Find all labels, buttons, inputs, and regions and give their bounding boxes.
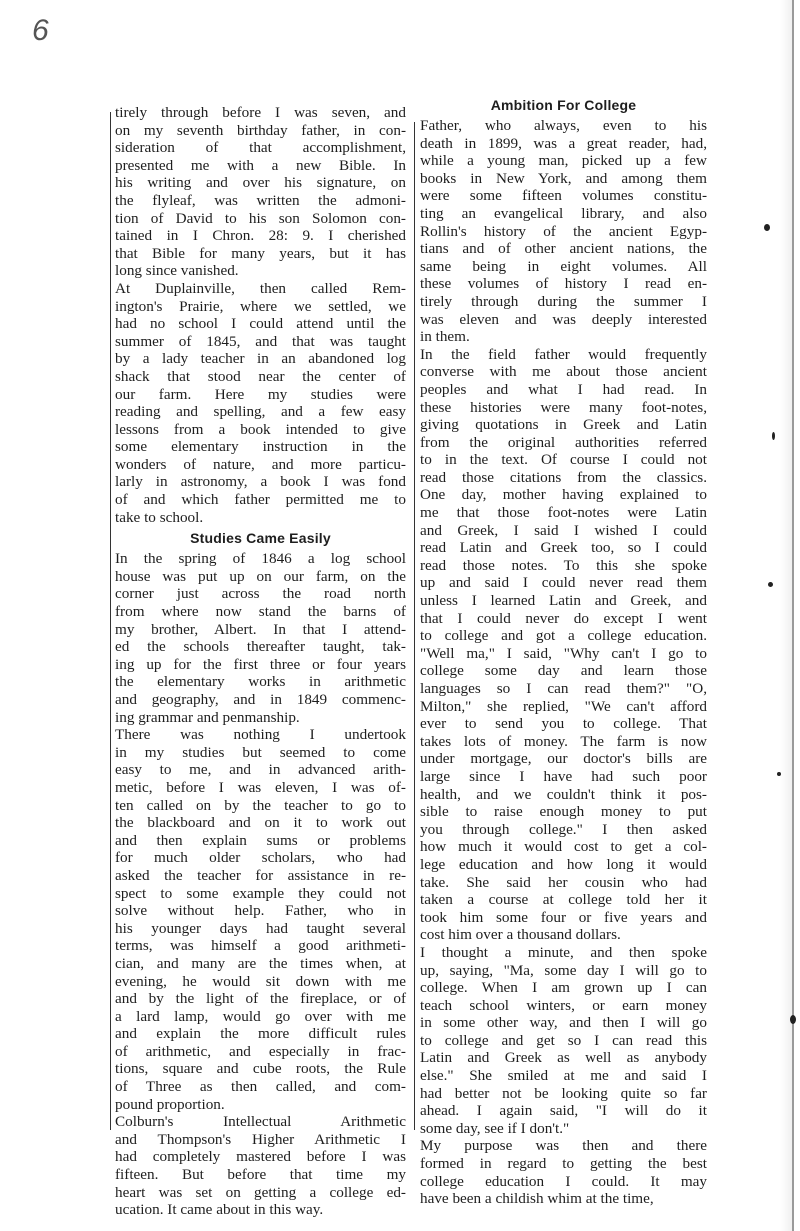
text-line: tirely through before I was seven, and xyxy=(115,104,406,121)
text-line: cost him over a thousand dollars. xyxy=(420,926,621,944)
text-line: of and which father permitted me to xyxy=(115,491,406,509)
text-line: In the field father would frequently xyxy=(420,345,707,363)
text-line: unless I learned Latin and Greek, and xyxy=(420,592,707,610)
text-line: ing grammar and penmanship. xyxy=(115,708,300,726)
text-line: metic, before I was eleven, I was of- xyxy=(115,778,406,796)
text-line: while a young man, picked up a few xyxy=(420,152,707,170)
text-line: tians and of other ancient nations, the xyxy=(420,240,707,258)
text-line: heart was set on getting a college ed- xyxy=(115,1183,406,1201)
text-line: the blackboard and on it to work out xyxy=(115,814,406,832)
text-line: some day, see if I don't." xyxy=(420,1119,570,1137)
text-line: had better not be looking quite so far xyxy=(420,1084,707,1102)
text-line: Rollin's history of the ancient Egyp- xyxy=(420,222,707,240)
text-line: and explain the more difficult rules xyxy=(115,1025,406,1043)
text-line: were some fifteen volumes constitu- xyxy=(420,187,707,205)
text-line: have been a childish whim at the time, xyxy=(420,1190,654,1208)
text-line: the elementary works in arithmetic xyxy=(115,673,406,691)
text-line: me that those foot-notes were Latin xyxy=(420,504,707,522)
text-line: these histories were many foot-notes, xyxy=(420,398,707,416)
text-line: presented me with a new Bible. In xyxy=(115,156,406,174)
text-line: languages so I can read them?" "O, xyxy=(420,680,707,697)
right-para-2 xyxy=(420,346,707,944)
text-line: up, saying, "Ma, some day I will go to xyxy=(420,961,707,979)
text-line: Milton," she replied, "We can't afford xyxy=(420,697,707,715)
text-line: giving quotations in Greek and Latin xyxy=(420,416,707,434)
text-line: from the original authorities referred xyxy=(420,433,707,451)
text-line: these volumes of history I read en- xyxy=(420,275,707,293)
text-line: ever to send you to college. That xyxy=(420,715,707,733)
right-para-4 xyxy=(420,1137,707,1207)
text-line: to college and got a college education. xyxy=(420,627,707,645)
left-para-2 xyxy=(115,280,406,526)
text-line: "Well ma," I said, "Why can't I go to xyxy=(420,644,707,662)
ink-speck xyxy=(777,772,781,776)
left-para-5 xyxy=(115,1113,406,1219)
text-line: same being in eight volumes. All xyxy=(420,257,707,275)
text-line: In the spring of 1846 a log school xyxy=(115,550,406,568)
text-line: tion of David to his son Solomon con- xyxy=(115,209,406,227)
text-line: peoples and what I had read. In xyxy=(420,380,707,398)
text-line: At Duplainville, then called Rem- xyxy=(115,279,406,297)
text-line: ing up for the first three or four years xyxy=(115,655,406,673)
text-line: and by the light of the fireplace, or of xyxy=(115,990,406,1008)
page-edge-shadow xyxy=(780,0,792,1231)
right-column xyxy=(420,96,707,1208)
text-line: that Bible for many years, but it has xyxy=(115,244,406,262)
text-line: tions, square and cube roots, the Rule xyxy=(115,1060,406,1078)
text-line: you through college." I then asked xyxy=(420,820,707,838)
ink-speck xyxy=(764,224,770,231)
text-line: large since I have had such poor xyxy=(420,767,707,785)
text-line: in my studies but seemed to come xyxy=(115,743,406,761)
text-line: takes lots of money. The farm is now xyxy=(420,732,707,750)
text-line: his younger days had taught several xyxy=(115,919,406,937)
right-para-1 xyxy=(420,117,707,346)
text-line: terms, was himself a good arithmeti- xyxy=(115,937,406,955)
text-line: college education I could. It may xyxy=(420,1172,707,1190)
text-line: college some day and learn those xyxy=(420,662,707,680)
text-line: ting an evangelical library, and also xyxy=(420,204,707,222)
text-line: fifteen. But before that time my xyxy=(115,1166,406,1184)
text-line: larly in astronomy, a book I was fond xyxy=(115,473,406,491)
text-line: on my seventh birthday father, in con- xyxy=(115,121,406,139)
text-line: I thought a minute, and then spoke xyxy=(420,943,707,961)
left-para-1 xyxy=(115,104,406,280)
text-line: spect to some example they could not xyxy=(115,884,406,902)
text-line: a lard lamp, would go over with me xyxy=(115,1007,406,1025)
text-line: reading and spelling, and a few easy xyxy=(115,403,406,421)
text-line: by a lady teacher in an abandoned log xyxy=(115,350,406,368)
text-line: in them. xyxy=(420,328,470,346)
text-line: took him some four or five years and xyxy=(420,908,707,926)
text-line: and Thompson's Higher Arithmetic I xyxy=(115,1130,406,1148)
text-line: death in 1899, was a great reader, had, xyxy=(420,134,707,152)
ink-speck xyxy=(768,582,773,587)
text-line: One day, mother having explained to xyxy=(420,486,707,504)
text-line: up and said I could never read them xyxy=(420,574,707,592)
text-line: summer of 1845, and that was taught xyxy=(115,332,406,350)
text-line: had no school I could attend until the xyxy=(115,315,406,333)
text-line: Latin and Greek as well as anybody xyxy=(420,1049,707,1067)
ink-speck xyxy=(772,432,775,440)
text-line: taken a course at college told her it xyxy=(420,891,707,909)
text-line: ington's Prairie, where we settled, we xyxy=(115,297,406,315)
text-line: my brother, Albert. In that I attend- xyxy=(115,620,406,638)
right-para-3 xyxy=(420,944,707,1138)
text-line: ed the schools thereafter taught, tak- xyxy=(115,638,406,656)
text-line: and then explain sums or problems xyxy=(115,831,406,849)
text-line: wonders of nature, and more particu- xyxy=(115,455,406,473)
text-line: his writing and over his signature, on xyxy=(115,174,406,192)
text-line: books in New York, and among them xyxy=(420,169,707,187)
text-line: asked the teacher for assistance in re- xyxy=(115,866,406,884)
text-line: under mortgage, our doctor's bills are xyxy=(420,750,707,768)
text-line: My purpose was then and there xyxy=(420,1137,707,1155)
text-line: health, and we couldn't think it pos- xyxy=(420,785,707,803)
text-line: to college and get so I can read this xyxy=(420,1031,707,1049)
text-line: of arithmetic, and especially in frac- xyxy=(115,1042,406,1060)
left-para-3 xyxy=(115,550,406,726)
text-line: lege education and how long it would xyxy=(420,855,707,873)
column-divider-rule xyxy=(414,122,415,1130)
text-line: There was nothing I undertook xyxy=(115,726,406,744)
text-line: sible to raise enough money to put xyxy=(420,803,707,821)
text-line: tirely through during the summer I xyxy=(420,292,707,310)
left-column xyxy=(115,104,406,1219)
text-line: else." She smiled at me and said I xyxy=(420,1067,707,1085)
text-line: teach school winters, or earn money xyxy=(420,996,707,1014)
text-line: shack that stood near the center of xyxy=(115,367,406,385)
text-line: read Latin and Greek too, so I could xyxy=(420,539,707,557)
text-line: how much it would cost to get a col- xyxy=(420,838,707,856)
text-line: Father, who always, even to his xyxy=(420,117,707,134)
text-line: pound proportion. xyxy=(115,1095,225,1113)
text-line: the flyleaf, was written the admoni- xyxy=(115,191,406,209)
text-line: tained in I Chron. 28: 9. I cherished xyxy=(115,227,406,245)
page-number: 6 xyxy=(32,14,49,47)
text-line: to in the text. Of course I could not xyxy=(420,451,707,469)
text-line: of Three as then called, and com- xyxy=(115,1078,406,1096)
heading-ambition-for-college: Ambition For College xyxy=(490,97,637,113)
text-line: read those notes. To this she spoke xyxy=(420,556,707,574)
text-line: converse with me about those ancient xyxy=(420,363,707,381)
text-line: formed in regard to getting the best xyxy=(420,1155,707,1173)
text-line: from where now stand the barns of xyxy=(115,603,406,621)
text-line: easy to me, and in advanced arith- xyxy=(115,761,406,779)
text-line: cian, and many are the times when, at xyxy=(115,954,406,972)
left-margin-rule xyxy=(110,112,111,1130)
text-line: for much older scholars, who had xyxy=(115,849,406,867)
text-line: long since vanished. xyxy=(115,262,239,280)
text-line: college. When I am grown up I can xyxy=(420,979,707,997)
text-line: and geography, and in 1849 commenc- xyxy=(115,691,406,708)
text-line: sideration of that accomplishment, xyxy=(115,139,406,157)
text-line: evening, he would sit down with me xyxy=(115,972,406,990)
heading-studies-came-easily: Studies Came Easily xyxy=(190,530,331,547)
text-line: Colburn's Intellectual Arithmetic xyxy=(115,1113,406,1131)
text-line: lessons from a book intended to give xyxy=(115,420,406,438)
text-line: ucation. It came about in this way. xyxy=(115,1201,324,1219)
text-line: some elementary instruction in the xyxy=(115,438,406,456)
text-line: read those citations from the classics. xyxy=(420,468,707,486)
left-para-4 xyxy=(115,726,406,1113)
text-line: that I could never do except I went xyxy=(420,609,707,627)
text-line: in some other way, and then I will go xyxy=(420,1014,707,1032)
text-line: was eleven and was deeply interested xyxy=(420,310,707,328)
text-line: corner just across the road north xyxy=(115,585,406,603)
ink-speck xyxy=(790,1015,796,1024)
text-line: take to school. xyxy=(115,508,204,526)
text-line: ten called on by the teacher to go to xyxy=(115,796,406,814)
text-line: our farm. Here my studies were xyxy=(115,385,406,403)
text-line: solve without help. Father, who in xyxy=(115,902,406,920)
text-line: house was put up on our farm, on the xyxy=(115,567,406,585)
text-line: had completely mastered before I was xyxy=(115,1148,406,1166)
text-line: take. She said her cousin who had xyxy=(420,873,707,891)
text-line: and Greek, I said I wished I could xyxy=(420,521,707,539)
text-line: ahead. I again said, "I will do it xyxy=(420,1102,707,1120)
page-edge-line xyxy=(792,0,794,1231)
